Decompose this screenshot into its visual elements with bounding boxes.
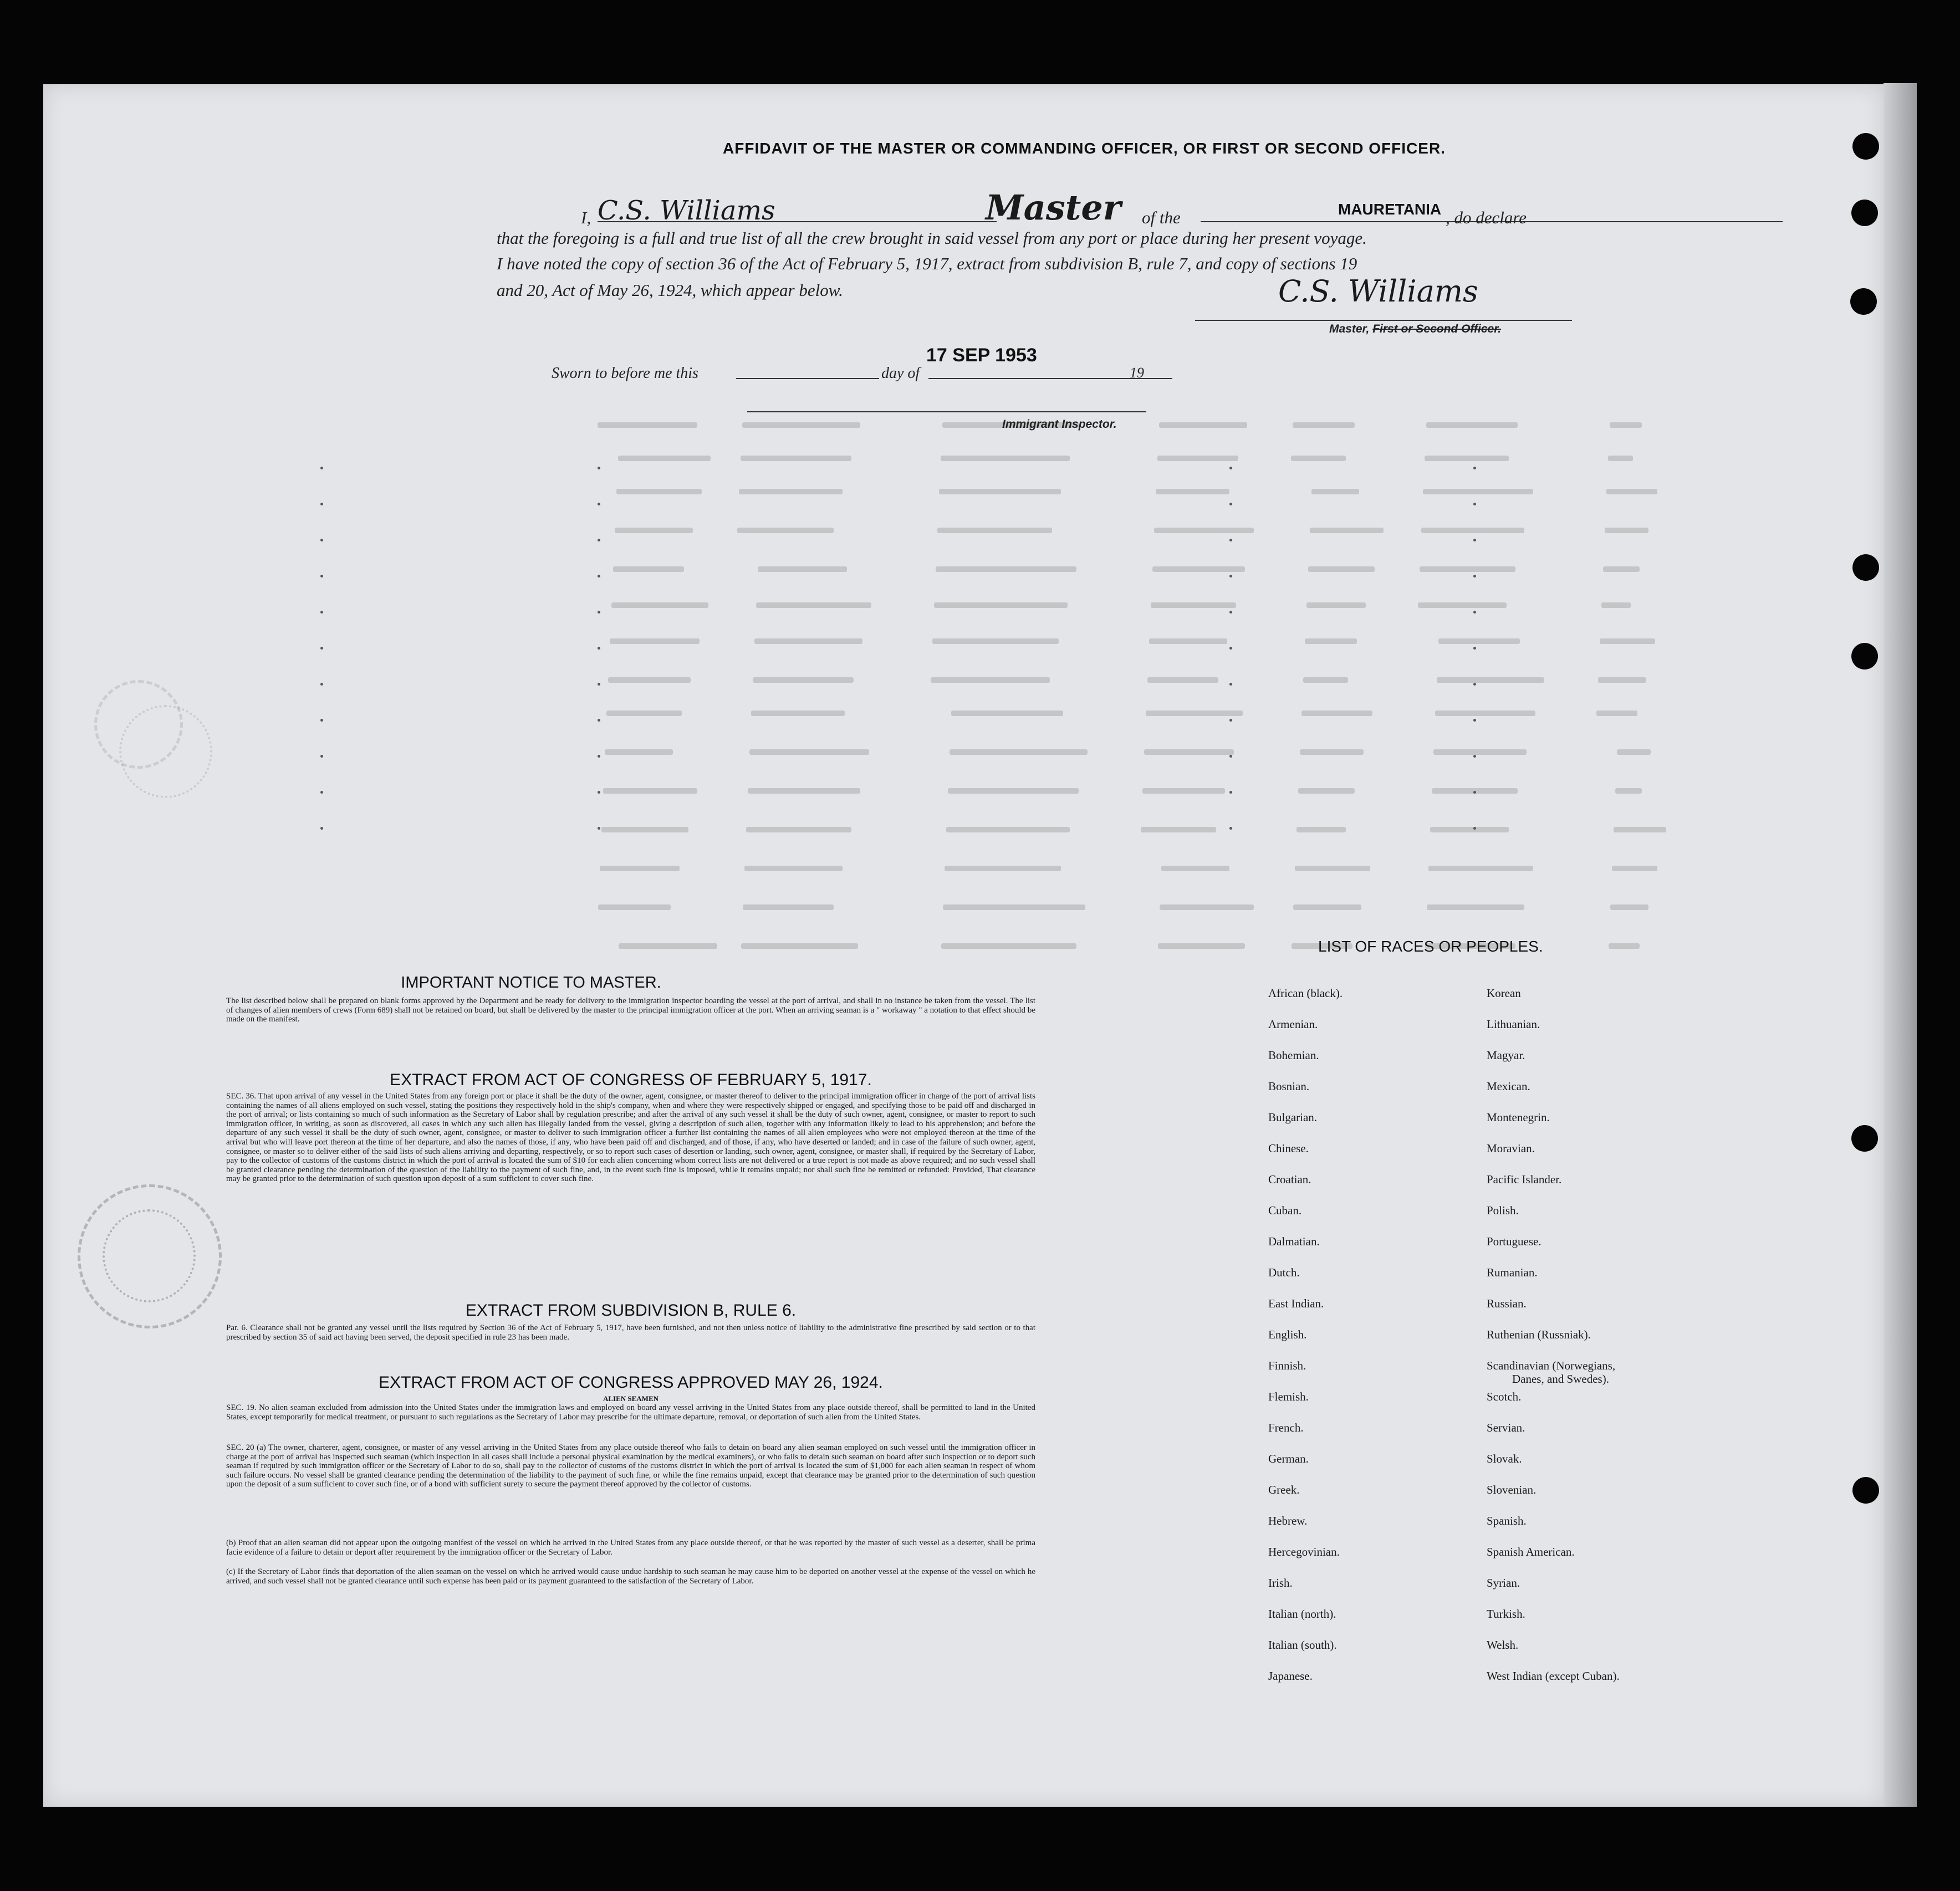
show-through-stroke bbox=[934, 602, 1068, 608]
show-through-stroke bbox=[1293, 422, 1355, 428]
subdivision-b-body: Par. 6. Clearance shall not be granted any vessel until the lists required by Section 36 of the Act of February 5, 1917, have been furnished, and not then unless notice of liability to the administrative fine prescribed by said section or to that prescribed by section 35 of said act having been served, the deposit specified in rule 23 has been made. bbox=[226, 1323, 1038, 1342]
faint-dot bbox=[1473, 575, 1476, 577]
faint-dot bbox=[598, 611, 600, 614]
race-item: Irish. bbox=[1268, 1576, 1293, 1590]
show-through-stroke bbox=[1152, 566, 1245, 572]
race-item: Dalmatian. bbox=[1268, 1235, 1320, 1248]
show-through-stroke bbox=[1308, 566, 1375, 572]
affidavit-line-2: that the foregoing is a full and true list of all the crew brought in said vessel from any port or place during her present voyage. bbox=[497, 228, 1367, 248]
faint-dot bbox=[1473, 683, 1476, 686]
race-item: Polish. bbox=[1487, 1204, 1519, 1217]
notice-title: IMPORTANT NOTICE TO MASTER. bbox=[401, 974, 661, 992]
race-item: African (black). bbox=[1268, 987, 1343, 1000]
race-item: Croatian. bbox=[1268, 1173, 1311, 1186]
show-through-stroke bbox=[1598, 677, 1646, 683]
show-through-stroke bbox=[1297, 827, 1346, 832]
show-through-stroke bbox=[744, 866, 843, 871]
show-through-stroke bbox=[1610, 904, 1648, 910]
faint-dot bbox=[320, 647, 323, 650]
races-title: LIST OF RACES OR PEOPLES. bbox=[1318, 938, 1543, 955]
show-through-stroke bbox=[600, 866, 680, 871]
show-through-stroke bbox=[610, 638, 700, 644]
faint-dot bbox=[598, 791, 600, 794]
extract-1924-title: EXTRACT FROM ACT OF CONGRESS APPROVED MAY 26, 1924. bbox=[379, 1373, 883, 1392]
race-item: Turkish. bbox=[1487, 1607, 1525, 1621]
faint-dot bbox=[598, 503, 600, 505]
show-through-stroke bbox=[936, 566, 1076, 572]
inspector-line bbox=[747, 411, 1146, 412]
show-through-stroke bbox=[758, 566, 847, 572]
master-signature: C.S. Williams bbox=[1278, 274, 1478, 309]
race-item: Welsh. bbox=[1487, 1638, 1519, 1652]
faint-dot bbox=[320, 575, 323, 577]
race-item: Mexican. bbox=[1487, 1080, 1530, 1093]
show-through-stroke bbox=[742, 422, 860, 428]
show-through-stroke bbox=[1438, 638, 1520, 644]
vessel-name: MAURETANIA bbox=[1338, 201, 1442, 218]
show-through-stroke bbox=[1160, 904, 1254, 910]
race-item: Servian. bbox=[1487, 1421, 1525, 1434]
show-through-stroke bbox=[1430, 827, 1509, 832]
show-through-stroke bbox=[937, 528, 1052, 533]
show-through-stroke bbox=[618, 456, 711, 461]
faint-dot bbox=[1229, 791, 1232, 794]
date-stamp: 17 SEP 1953 bbox=[926, 345, 1037, 366]
caption-master: Master, bbox=[1329, 323, 1370, 335]
faint-dot bbox=[1473, 827, 1476, 830]
i-label: I, bbox=[581, 208, 591, 227]
show-through-stroke bbox=[939, 489, 1061, 494]
show-through-stroke bbox=[749, 749, 869, 755]
show-through-stroke bbox=[737, 528, 834, 533]
show-through-stroke bbox=[619, 943, 717, 949]
show-through-stroke bbox=[754, 638, 862, 644]
faint-dot bbox=[1473, 719, 1476, 722]
show-through-stroke bbox=[613, 566, 684, 572]
faint-dot bbox=[1473, 611, 1476, 614]
show-through-stroke bbox=[1418, 602, 1507, 608]
show-through-stroke bbox=[605, 749, 673, 755]
race-item: East Indian. bbox=[1268, 1297, 1324, 1310]
race-item: English. bbox=[1268, 1328, 1307, 1341]
affidavit-title: AFFIDAVIT OF THE MASTER OR COMMANDING OFFICER, OR FIRST OR SECOND OFFICER. bbox=[723, 140, 1446, 157]
faint-dot bbox=[1473, 647, 1476, 650]
show-through-stroke bbox=[1147, 677, 1218, 683]
faint-dot bbox=[1229, 467, 1232, 469]
faint-dot bbox=[320, 467, 323, 469]
ink-seal-stamp bbox=[78, 1184, 222, 1328]
show-through-stroke bbox=[1291, 456, 1346, 461]
race-item: Portuguese. bbox=[1487, 1235, 1542, 1248]
show-through-stroke bbox=[611, 602, 708, 608]
show-through-stroke bbox=[615, 528, 693, 533]
faint-dot bbox=[1473, 539, 1476, 541]
race-item: Greek. bbox=[1268, 1483, 1300, 1496]
inspector-label: Immigrant Inspector. bbox=[1002, 418, 1117, 431]
show-through-stroke bbox=[1151, 602, 1236, 608]
faint-dot bbox=[598, 647, 600, 650]
faint-dot bbox=[320, 791, 323, 794]
show-through-stroke bbox=[741, 943, 858, 949]
race-item: Chinese. bbox=[1268, 1142, 1309, 1155]
show-through-stroke bbox=[1603, 566, 1640, 572]
show-through-stroke bbox=[1437, 677, 1544, 683]
binding-strip bbox=[1884, 83, 1917, 1807]
show-through-stroke bbox=[1610, 422, 1642, 428]
show-through-stroke bbox=[1428, 866, 1533, 871]
show-through-stroke bbox=[1301, 711, 1372, 716]
show-through-stroke bbox=[606, 711, 682, 716]
show-through-stroke bbox=[1300, 749, 1364, 755]
race-item: Italian (south). bbox=[1268, 1638, 1337, 1652]
punch-hole bbox=[1852, 1477, 1879, 1504]
alien-seamen-subtitle: ALIEN SEAMEN bbox=[603, 1394, 659, 1403]
show-through-stroke bbox=[1311, 489, 1359, 494]
show-through-stroke bbox=[1596, 711, 1637, 716]
show-through-stroke bbox=[598, 422, 697, 428]
show-through-stroke bbox=[616, 489, 702, 494]
show-through-stroke bbox=[1420, 566, 1515, 572]
show-through-stroke bbox=[1149, 638, 1227, 644]
signature-caption bbox=[1329, 323, 1501, 336]
show-through-stroke bbox=[746, 827, 851, 832]
show-through-stroke bbox=[946, 827, 1070, 832]
faint-dot bbox=[320, 683, 323, 686]
punch-hole bbox=[1850, 288, 1877, 315]
show-through-stroke bbox=[1433, 749, 1527, 755]
show-through-stroke bbox=[941, 943, 1076, 949]
faint-dot bbox=[598, 575, 600, 577]
race-item: Hebrew. bbox=[1268, 1514, 1308, 1527]
faint-dot bbox=[598, 755, 600, 758]
faint-dot bbox=[1229, 683, 1232, 686]
show-through-stroke bbox=[1161, 866, 1229, 871]
faint-seal-stamp bbox=[94, 680, 183, 769]
show-through-stroke bbox=[931, 677, 1050, 683]
race-item: Dutch. bbox=[1268, 1266, 1300, 1279]
faint-dot bbox=[320, 827, 323, 830]
extract-1917-title: EXTRACT FROM ACT OF CONGRESS OF FEBRUARY 5, 1917. bbox=[390, 1071, 872, 1089]
section-20a-text: SEC. 20 (a) The owner, charterer, agent, consignee, or master of any vessel arriving in the United States from any place outside thereof who fails to detain on board any alien seaman employed on such vessel until the immigration officer in charge at the port of arrival has inspected such seaman (which inspection in all cases shall include a personal physical examination by the medical examiners), or who fails to detain such seaman on board after such inspection or to deport such seaman if required by such immigration officer or the Secretary of Labor to do so, shall pay to the collector of customs of the customs district in which the port of arrival is located the sum of $1,000 for each alien seaman in respect of whom such failure occurs. No vessel shall be granted clearance pending the determination of the liability to the payment of such fine, or while the fine remains unpaid, except that clearance may be granted prior to the determination of such question upon the deposit of a sum sufficient to cover such fine, or of a bond with sufficient surety to secure the payment thereof approved by the collector of customs. bbox=[226, 1443, 1038, 1489]
race-item: French. bbox=[1268, 1421, 1304, 1434]
show-through-stroke bbox=[1612, 866, 1657, 871]
race-item: Moravian. bbox=[1487, 1142, 1535, 1155]
race-item: Flemish. bbox=[1268, 1390, 1309, 1403]
show-through-stroke bbox=[948, 788, 1079, 794]
faint-dot bbox=[1229, 719, 1232, 722]
show-through-stroke bbox=[748, 788, 860, 794]
faint-dot bbox=[1473, 791, 1476, 794]
show-through-stroke bbox=[601, 827, 688, 832]
race-item: Slovak. bbox=[1487, 1452, 1522, 1465]
faint-dot bbox=[1473, 467, 1476, 469]
race-item-continuation: Danes, and Swedes). bbox=[1512, 1372, 1609, 1386]
faint-dot bbox=[320, 611, 323, 614]
show-through-stroke bbox=[943, 904, 1085, 910]
caption-struck-officer: First or Second Officer. bbox=[1372, 323, 1502, 335]
show-through-stroke bbox=[1310, 528, 1384, 533]
show-through-stroke bbox=[739, 489, 843, 494]
faint-dot bbox=[1229, 827, 1232, 830]
punch-hole bbox=[1852, 554, 1879, 581]
faint-dot bbox=[1229, 539, 1232, 541]
show-through-stroke bbox=[932, 638, 1059, 644]
show-through-stroke bbox=[1426, 422, 1518, 428]
sworn-label: Sworn to before me this bbox=[552, 365, 698, 382]
punch-hole bbox=[1851, 643, 1878, 669]
show-through-stroke bbox=[1600, 638, 1655, 644]
show-through-stroke bbox=[753, 677, 854, 683]
race-item: Pacific Islander. bbox=[1487, 1173, 1562, 1186]
show-through-stroke bbox=[1609, 943, 1640, 949]
faint-dot bbox=[1229, 503, 1232, 505]
faint-dot bbox=[320, 503, 323, 505]
show-through-stroke bbox=[1154, 528, 1254, 533]
race-item: Bohemian. bbox=[1268, 1049, 1319, 1062]
show-through-stroke bbox=[1425, 456, 1509, 461]
faint-dot bbox=[598, 467, 600, 469]
race-item: West Indian (except Cuban). bbox=[1487, 1669, 1620, 1683]
show-through-stroke bbox=[1295, 866, 1370, 871]
show-through-stroke bbox=[1142, 788, 1225, 794]
show-through-stroke bbox=[603, 788, 697, 794]
year-label: 19 bbox=[1130, 365, 1144, 381]
show-through-stroke bbox=[1617, 749, 1651, 755]
punch-hole bbox=[1852, 133, 1879, 160]
show-through-stroke bbox=[1608, 456, 1633, 461]
race-item: Japanese. bbox=[1268, 1669, 1313, 1683]
show-through-stroke bbox=[1615, 788, 1642, 794]
show-through-stroke bbox=[608, 677, 691, 683]
signature-line bbox=[1195, 320, 1572, 321]
subdivision-b-title: EXTRACT FROM SUBDIVISION B, RULE 6. bbox=[465, 1301, 797, 1320]
notice-body: The list described below shall be prepared on blank forms approved by the Department and be ready for delivery to the immigration inspector boarding the vessel at the port of arrival, and shall in no instance be taken from the vessel. The list of changes of alien members of crews (Form 689) shall not be retained on board, but shall be delivered by the master to the principal immigration officer at the port. When an arriving seaman is a " workaway " a notation to that effect should be made on the manifest. bbox=[226, 996, 1038, 1024]
faint-dot bbox=[1229, 755, 1232, 758]
race-item: Scotch. bbox=[1487, 1390, 1522, 1403]
show-through-stroke bbox=[1614, 827, 1666, 832]
punch-hole bbox=[1851, 200, 1878, 226]
race-item: Italian (north). bbox=[1268, 1607, 1336, 1621]
show-through-stroke bbox=[1605, 528, 1648, 533]
show-through-stroke bbox=[1601, 602, 1631, 608]
race-item: Lithuanian. bbox=[1487, 1018, 1540, 1031]
document-sheet bbox=[43, 84, 1884, 1807]
faint-dot bbox=[1473, 503, 1476, 505]
show-through-stroke bbox=[1144, 749, 1234, 755]
faint-dot bbox=[598, 539, 600, 541]
show-through-stroke bbox=[741, 456, 851, 461]
affidavit-line-3: I have noted the copy of section 36 of the Act of February 5, 1917, extract from subdivision B, rule 7, and copy of sections 19 bbox=[497, 254, 1357, 273]
race-item: Scandinavian (Norwegians, bbox=[1487, 1359, 1616, 1372]
of-the-label: of the bbox=[1142, 208, 1181, 227]
faint-dot bbox=[1473, 755, 1476, 758]
show-through-stroke bbox=[1156, 489, 1229, 494]
faint-dot bbox=[320, 719, 323, 722]
punch-hole bbox=[1851, 1125, 1878, 1152]
show-through-stroke bbox=[1146, 711, 1243, 716]
race-item: Armenian. bbox=[1268, 1018, 1318, 1031]
show-through-stroke bbox=[1305, 638, 1357, 644]
faint-dot bbox=[598, 683, 600, 686]
race-item: Rumanian. bbox=[1487, 1266, 1538, 1279]
show-through-stroke bbox=[951, 711, 1063, 716]
faint-dot bbox=[598, 827, 600, 830]
affidavit-line-4: and 20, Act of May 26, 1924, which appear below. bbox=[497, 280, 843, 300]
show-through-stroke bbox=[1158, 943, 1245, 949]
section-20b-text: (b) Proof that an alien seaman did not appear upon the outgoing manifest of the vessel on which he arrived in the United States from any place outside thereof, or that he was reported by the master of such vessel as a deserter, shall be prima facie evidence of a failure to detain or deport after requirement by the immigration officer or the Secretary of Labor. bbox=[226, 1539, 1038, 1557]
show-through-stroke bbox=[1423, 489, 1533, 494]
show-through-stroke bbox=[1306, 602, 1366, 608]
show-through-stroke bbox=[1293, 904, 1361, 910]
race-item: Korean bbox=[1487, 987, 1521, 1000]
show-through-stroke bbox=[941, 456, 1070, 461]
show-through-stroke bbox=[1427, 904, 1524, 910]
show-through-stroke bbox=[945, 866, 1061, 871]
show-through-stroke bbox=[1141, 827, 1216, 832]
show-through-stroke bbox=[756, 602, 871, 608]
faint-dot bbox=[1229, 575, 1232, 577]
faint-dot bbox=[320, 755, 323, 758]
show-through-stroke bbox=[751, 711, 845, 716]
show-through-stroke bbox=[1159, 422, 1247, 428]
show-through-stroke bbox=[950, 749, 1088, 755]
extract-1917-body: SEC. 36. That upon arrival of any vessel in the United States from any foreign port or place it shall be the duty of the owner, agent, consignee, or master thereof to deliver to the principal immigration officer in charge of the port of arrival lists containing the names of all aliens employed on such vessel, stating the positions they respectively hold in the ship's company, when and where they were respectively shipped or engaged, and specifying those to be paid off and discharged in the port of arrival; or lists containing so much of such information as the Secretary of Labor shall by regulation prescribe; and after the arrival of any such vessel it shall be the duty of such owner, agent, consignee, or master to report to such immigration officer, in writing, as soon as discovered, all cases in which any such alien has illegally landed from the vessel, giving a description of such alien, together with any information likely to lead to his apprehension; and before the departure of any such vessel it shall be the duty of such owner, agent, consignee, or master to deliver to such immigration officer a further list containing the names of all alien employees who were not employed thereon at the time of the arrival but who will leave port thereon at the time of her departure, and also the names of those, if any, who have been paid off and discharged, and of those, if any, who have deserted or landed; and in case of the failure of such owner, agent, consignee, or master so to deliver either of the said lists of such aliens arriving and departing, respectively, or so to report such cases of desertion or landing, such owner, agent, consignee, or master shall, if required by the Secretary of Labor, pay to the collector of customs of the customs district in which the port of arrival is located the sum of $10 for each alien concerning whom correct lists are not delivered or a true report is not made as above required; and no such vessel shall be granted clearance pending the determination of the question of the liability to the payment of such fine, and, in the event such fine is imposed, while it remains unpaid; nor shall such fine be remitted or refunded: Provided, That clearance may be granted prior to the determination of such question upon deposit of a sum sufficient to cover such fine. bbox=[226, 1092, 1038, 1184]
show-through-stroke bbox=[1303, 677, 1348, 683]
race-item: Montenegrin. bbox=[1487, 1111, 1550, 1124]
section-20c-text: (c) If the Secretary of Labor finds that deportation of the alien seaman on the vessel on which he arrived would cause undue hardship to such seaman he may cause him to be deported on another vessel at the expense of the vessel on which he arrived, and such vessel shall not be granted clearance until such expense has been paid or its payment guaranteed to the satisfaction of the Secretary of Labor. bbox=[226, 1567, 1038, 1586]
section-19-text: SEC. 19. No alien seaman excluded from admission into the United States under the immigration laws and employed on board any vessel arriving in the United States from any place outside thereof, shall be permitted to land in the United States, except temporarily for medical treatment, or pursuant to such regulations as the Secretary of Labor may prescribe for the ultimate departure, removal, or deportation of such alien from the United States. bbox=[226, 1403, 1038, 1422]
faint-dot bbox=[320, 539, 323, 541]
race-item: Russian. bbox=[1487, 1297, 1527, 1310]
race-item: Bosnian. bbox=[1268, 1080, 1310, 1093]
do-declare-label: , do declare bbox=[1446, 208, 1527, 227]
race-item: Spanish American. bbox=[1487, 1545, 1575, 1558]
race-item: Spanish. bbox=[1487, 1514, 1527, 1527]
race-item: Syrian. bbox=[1487, 1576, 1520, 1590]
handwritten-rank: Master bbox=[986, 187, 1121, 228]
show-through-stroke bbox=[598, 904, 671, 910]
race-item: Cuban. bbox=[1268, 1204, 1302, 1217]
faint-dot bbox=[1229, 647, 1232, 650]
race-item: German. bbox=[1268, 1452, 1309, 1465]
day-of-label: day of bbox=[881, 365, 920, 382]
handwritten-name: C.S. Williams bbox=[598, 195, 775, 226]
faint-dot bbox=[598, 719, 600, 722]
show-through-stroke bbox=[743, 904, 834, 910]
faint-dot bbox=[1229, 611, 1232, 614]
show-through-stroke bbox=[1421, 528, 1524, 533]
race-item: Hercegovinian. bbox=[1268, 1545, 1340, 1558]
race-item: Ruthenian (Russniak). bbox=[1487, 1328, 1591, 1341]
race-item: Finnish. bbox=[1268, 1359, 1306, 1372]
sworn-day-line bbox=[736, 378, 879, 379]
race-item: Magyar. bbox=[1487, 1049, 1525, 1062]
show-through-stroke bbox=[1435, 711, 1535, 716]
race-item: Bulgarian. bbox=[1268, 1111, 1318, 1124]
show-through-stroke bbox=[1298, 788, 1355, 794]
race-item: Slovenian. bbox=[1487, 1483, 1537, 1496]
show-through-stroke bbox=[1606, 489, 1657, 494]
show-through-stroke bbox=[1157, 456, 1238, 461]
